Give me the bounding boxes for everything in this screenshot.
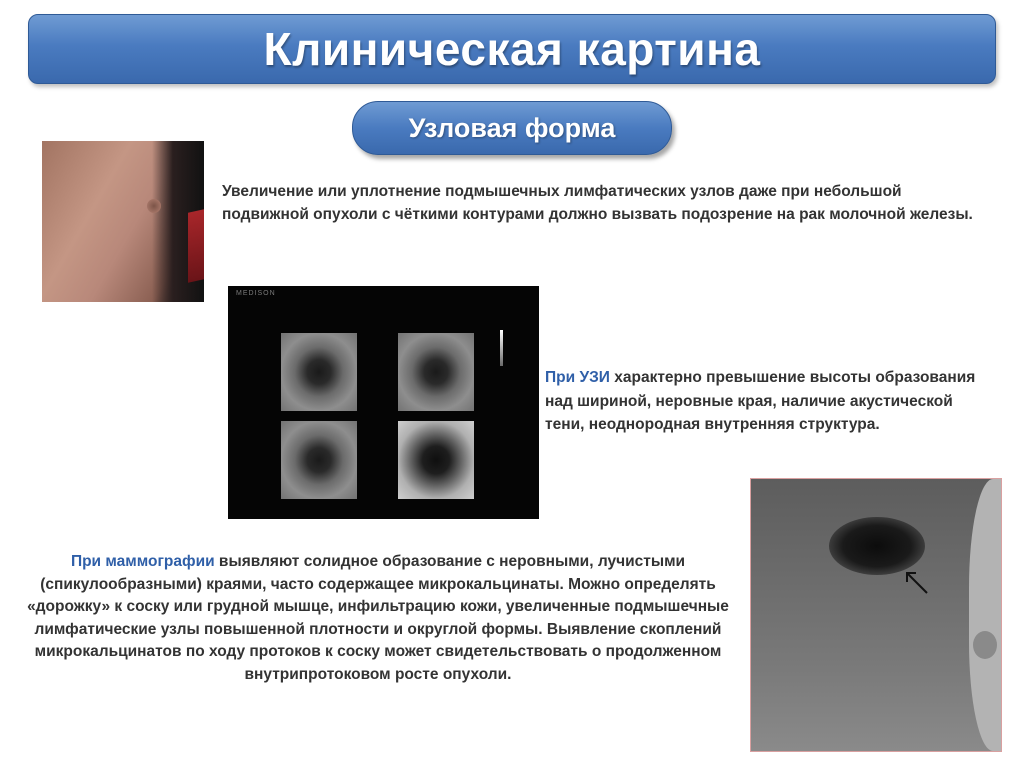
ultrasound-panel [398,333,474,411]
ultrasound-text: характерно превышение высоты образования над шириной, неровные края, наличие акустической тени, неоднородная внутренняя структура. [545,369,976,433]
ultrasound-panel [281,333,357,411]
axillary-lymph-node-photo [42,141,204,302]
mammogram-nipple [973,631,997,659]
ultrasound-panel [281,421,357,499]
ultrasound-image [228,286,539,519]
mammography-text: выявляют солидное образование с неровными, лучистыми (спикулообразными) краями, часто содержащее микрокальцинаты. Можно определять «дорожку» к соску или грудной мышце, инфильтрацию кожи, увеличенные подмышечные лимфатические узлы повышенной плотности и округлой формы. Выявление скоплений микрокальцинатов по ходу протоков к соску может свидетельствовать о продолженном внутрипротоковом росте опухоли. [27,553,729,683]
title-banner [28,14,996,84]
intro-paragraph: Увеличение или уплотнение подмышечных лимфатических узлов даже при небольшой подвижной опухоли с чёткими контурами должно вызвать подозрение на рак молочной железы. [222,183,973,223]
page-title: Клиническая картина [263,23,761,75]
photo-lymph-node [147,199,161,213]
subtitle-banner [352,101,672,155]
mammography-highlight: При маммографии [70,553,215,570]
mammogram-background [969,479,1002,751]
ultrasound-panel [398,421,474,499]
ultrasound-gain-bar [500,330,503,366]
mammography-paragraph [22,551,734,686]
arrow-icon [901,567,933,599]
photo-strap [188,209,204,282]
ultrasound-brand-label: MEDISON [236,290,276,297]
ultrasound-highlight: При УЗИ [545,369,610,386]
ultrasound-paragraph [545,366,985,437]
page-subtitle: Узловая форма [408,112,616,143]
mammogram-image [750,478,1002,752]
